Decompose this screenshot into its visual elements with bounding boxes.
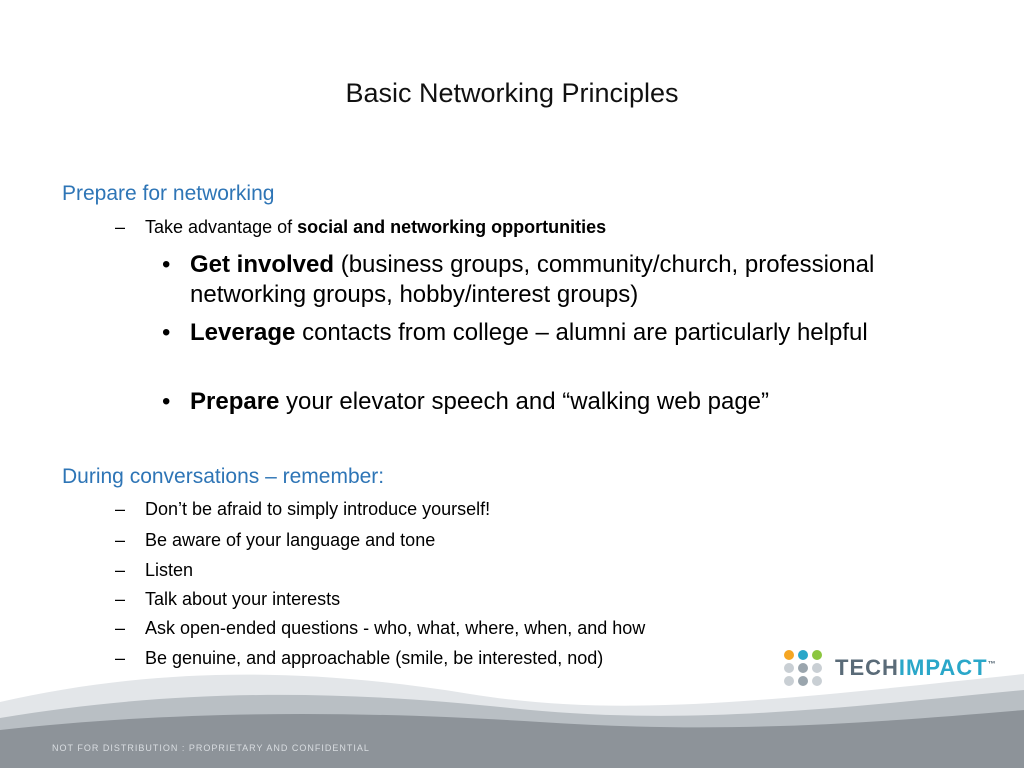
footer-confidential-text: NOT FOR DISTRIBUTION : PROPRIETARY AND CONFIDENTIAL — [52, 743, 370, 753]
list-item — [115, 589, 340, 610]
bullet-text — [190, 318, 922, 348]
list-item — [115, 560, 193, 581]
logo-text-tech: TECH — [835, 655, 899, 680]
bullet-text — [190, 387, 922, 417]
logo-text-impact: IMPACT — [898, 655, 988, 680]
bullet-marker: • — [162, 251, 171, 278]
list-item-text: Don’t be afraid to simply introduce yourself! — [145, 499, 491, 519]
dash-marker: – — [115, 618, 126, 638]
bullet-rest: (business groups, community/church, professional networking groups, hobby/interest groups) — [190, 251, 875, 308]
list-item — [115, 618, 645, 639]
list-item-text: Listen — [145, 560, 194, 580]
logo-trademark: ™ — [987, 659, 997, 669]
sub-item-take-advantage — [115, 217, 606, 238]
bullet-rest: your elevator speech and “walking web page” — [279, 388, 770, 415]
bullet-bold: Prepare — [190, 388, 280, 415]
bullet-marker: • — [162, 319, 171, 346]
dash-marker: – — [115, 217, 126, 237]
list-item-text: Be aware of your language and tone — [145, 530, 436, 550]
sub-item-prefix: Take advantage of — [145, 217, 298, 237]
bullet-item — [162, 318, 922, 348]
bullet-bold: Get involved — [190, 251, 335, 278]
list-item-text: Be genuine, and approachable (smile, be interested, nod) — [145, 648, 604, 668]
list-item — [115, 530, 435, 551]
dash-marker: – — [115, 560, 126, 580]
bullet-item — [162, 387, 922, 417]
dash-marker: – — [115, 499, 126, 519]
section-heading-conversations: During conversations – remember: — [62, 465, 385, 488]
bullet-item — [162, 250, 922, 310]
dash-marker: – — [115, 589, 126, 609]
bullet-marker: • — [162, 388, 171, 415]
list-item — [115, 499, 490, 520]
dash-marker: – — [115, 530, 126, 550]
sub-item-text — [145, 217, 606, 238]
slide-title: Basic Networking Principles — [345, 78, 679, 108]
dash-marker: – — [115, 648, 126, 668]
list-item-text: Talk about your interests — [145, 589, 341, 609]
bullet-rest: contacts from college – alumni are particularly helpful — [295, 319, 868, 346]
sub-item-bold: social and networking opportunities — [297, 217, 607, 237]
list-item-text: Ask open-ended questions - who, what, where, when, and how — [145, 618, 646, 638]
bullet-text — [190, 250, 922, 310]
bullet-bold: Leverage — [190, 319, 296, 346]
section-heading-prepare: Prepare for networking — [62, 182, 275, 205]
